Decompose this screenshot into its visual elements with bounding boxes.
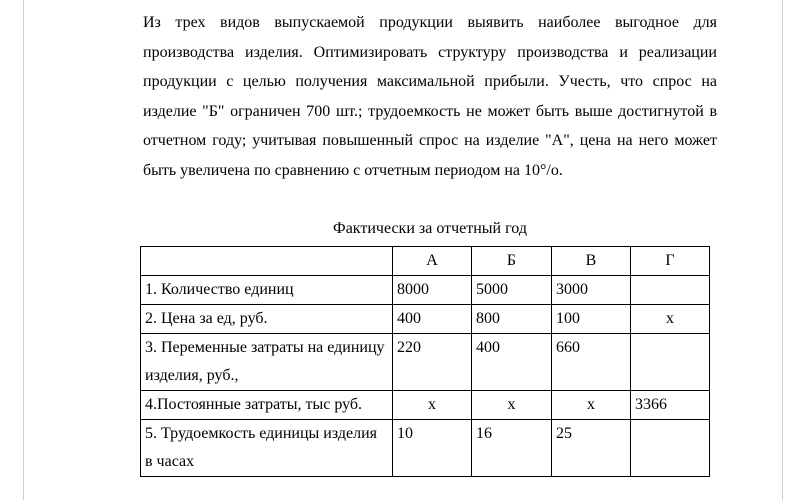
cell-v: 660 xyxy=(552,334,631,391)
cell-v: 25 xyxy=(552,420,631,477)
cell-g xyxy=(631,420,710,477)
page-edge-left xyxy=(23,0,24,500)
cell-g xyxy=(631,334,710,391)
cell-g: 3366 xyxy=(631,391,710,420)
cell-a: 8000 xyxy=(393,276,472,305)
cell-a: 400 xyxy=(393,305,472,334)
cell-v: х xyxy=(552,391,631,420)
cell-b: 400 xyxy=(472,334,552,391)
cell-g xyxy=(631,276,710,305)
cell-a: 220 xyxy=(393,334,472,391)
table-row xyxy=(141,334,710,391)
cell-b: 16 xyxy=(472,420,552,477)
cell-v: 100 xyxy=(552,305,631,334)
cell-b: х xyxy=(472,391,552,420)
cell-a: х xyxy=(393,391,472,420)
row-label: 2. Цена за ед, руб. xyxy=(141,305,393,334)
header-cell-g: Г xyxy=(631,247,710,276)
page-edge-right xyxy=(782,0,783,500)
table-row xyxy=(141,420,710,477)
cell-a: 10 xyxy=(393,420,472,477)
table-row xyxy=(141,305,710,334)
header-cell-b: Б xyxy=(472,247,552,276)
row-label: 3. Переменные затраты на единицу изделия, руб., xyxy=(141,334,393,391)
data-table xyxy=(140,246,710,477)
header-cell-v: В xyxy=(552,247,631,276)
table-row xyxy=(141,276,710,305)
table-caption: Фактически за отчетный год xyxy=(333,220,527,237)
cell-b: 5000 xyxy=(472,276,552,305)
table-header-row xyxy=(141,247,710,276)
cell-b: 800 xyxy=(472,305,552,334)
row-label: 4.Постоянные затраты, тыс руб. xyxy=(141,391,393,420)
header-cell-a: А xyxy=(393,247,472,276)
cell-v: 3000 xyxy=(552,276,631,305)
row-label: 1. Количество единиц xyxy=(141,276,393,305)
row-label: 5. Трудоемкость единицы изделия в часах xyxy=(141,420,393,477)
problem-text: Из трех видов выпускаемой продукции выявить наиболее выгодное для производства изделия. Оптимизировать структуру производства и реализации продукции с целью получения максимальной прибыли. Учесть, что спрос на изделие "Б" ограничен 700 шт.; трудоемкость не может быть выше достигнутой в отчетном году; учитывая повышенный спрос на изделие "А", цена на него может быть увеличена по сравнению с отчетным периодом на 10°/о. xyxy=(143,14,717,179)
cell-g: х xyxy=(631,305,710,334)
header-cell-empty xyxy=(141,247,393,276)
table-row xyxy=(141,391,710,420)
